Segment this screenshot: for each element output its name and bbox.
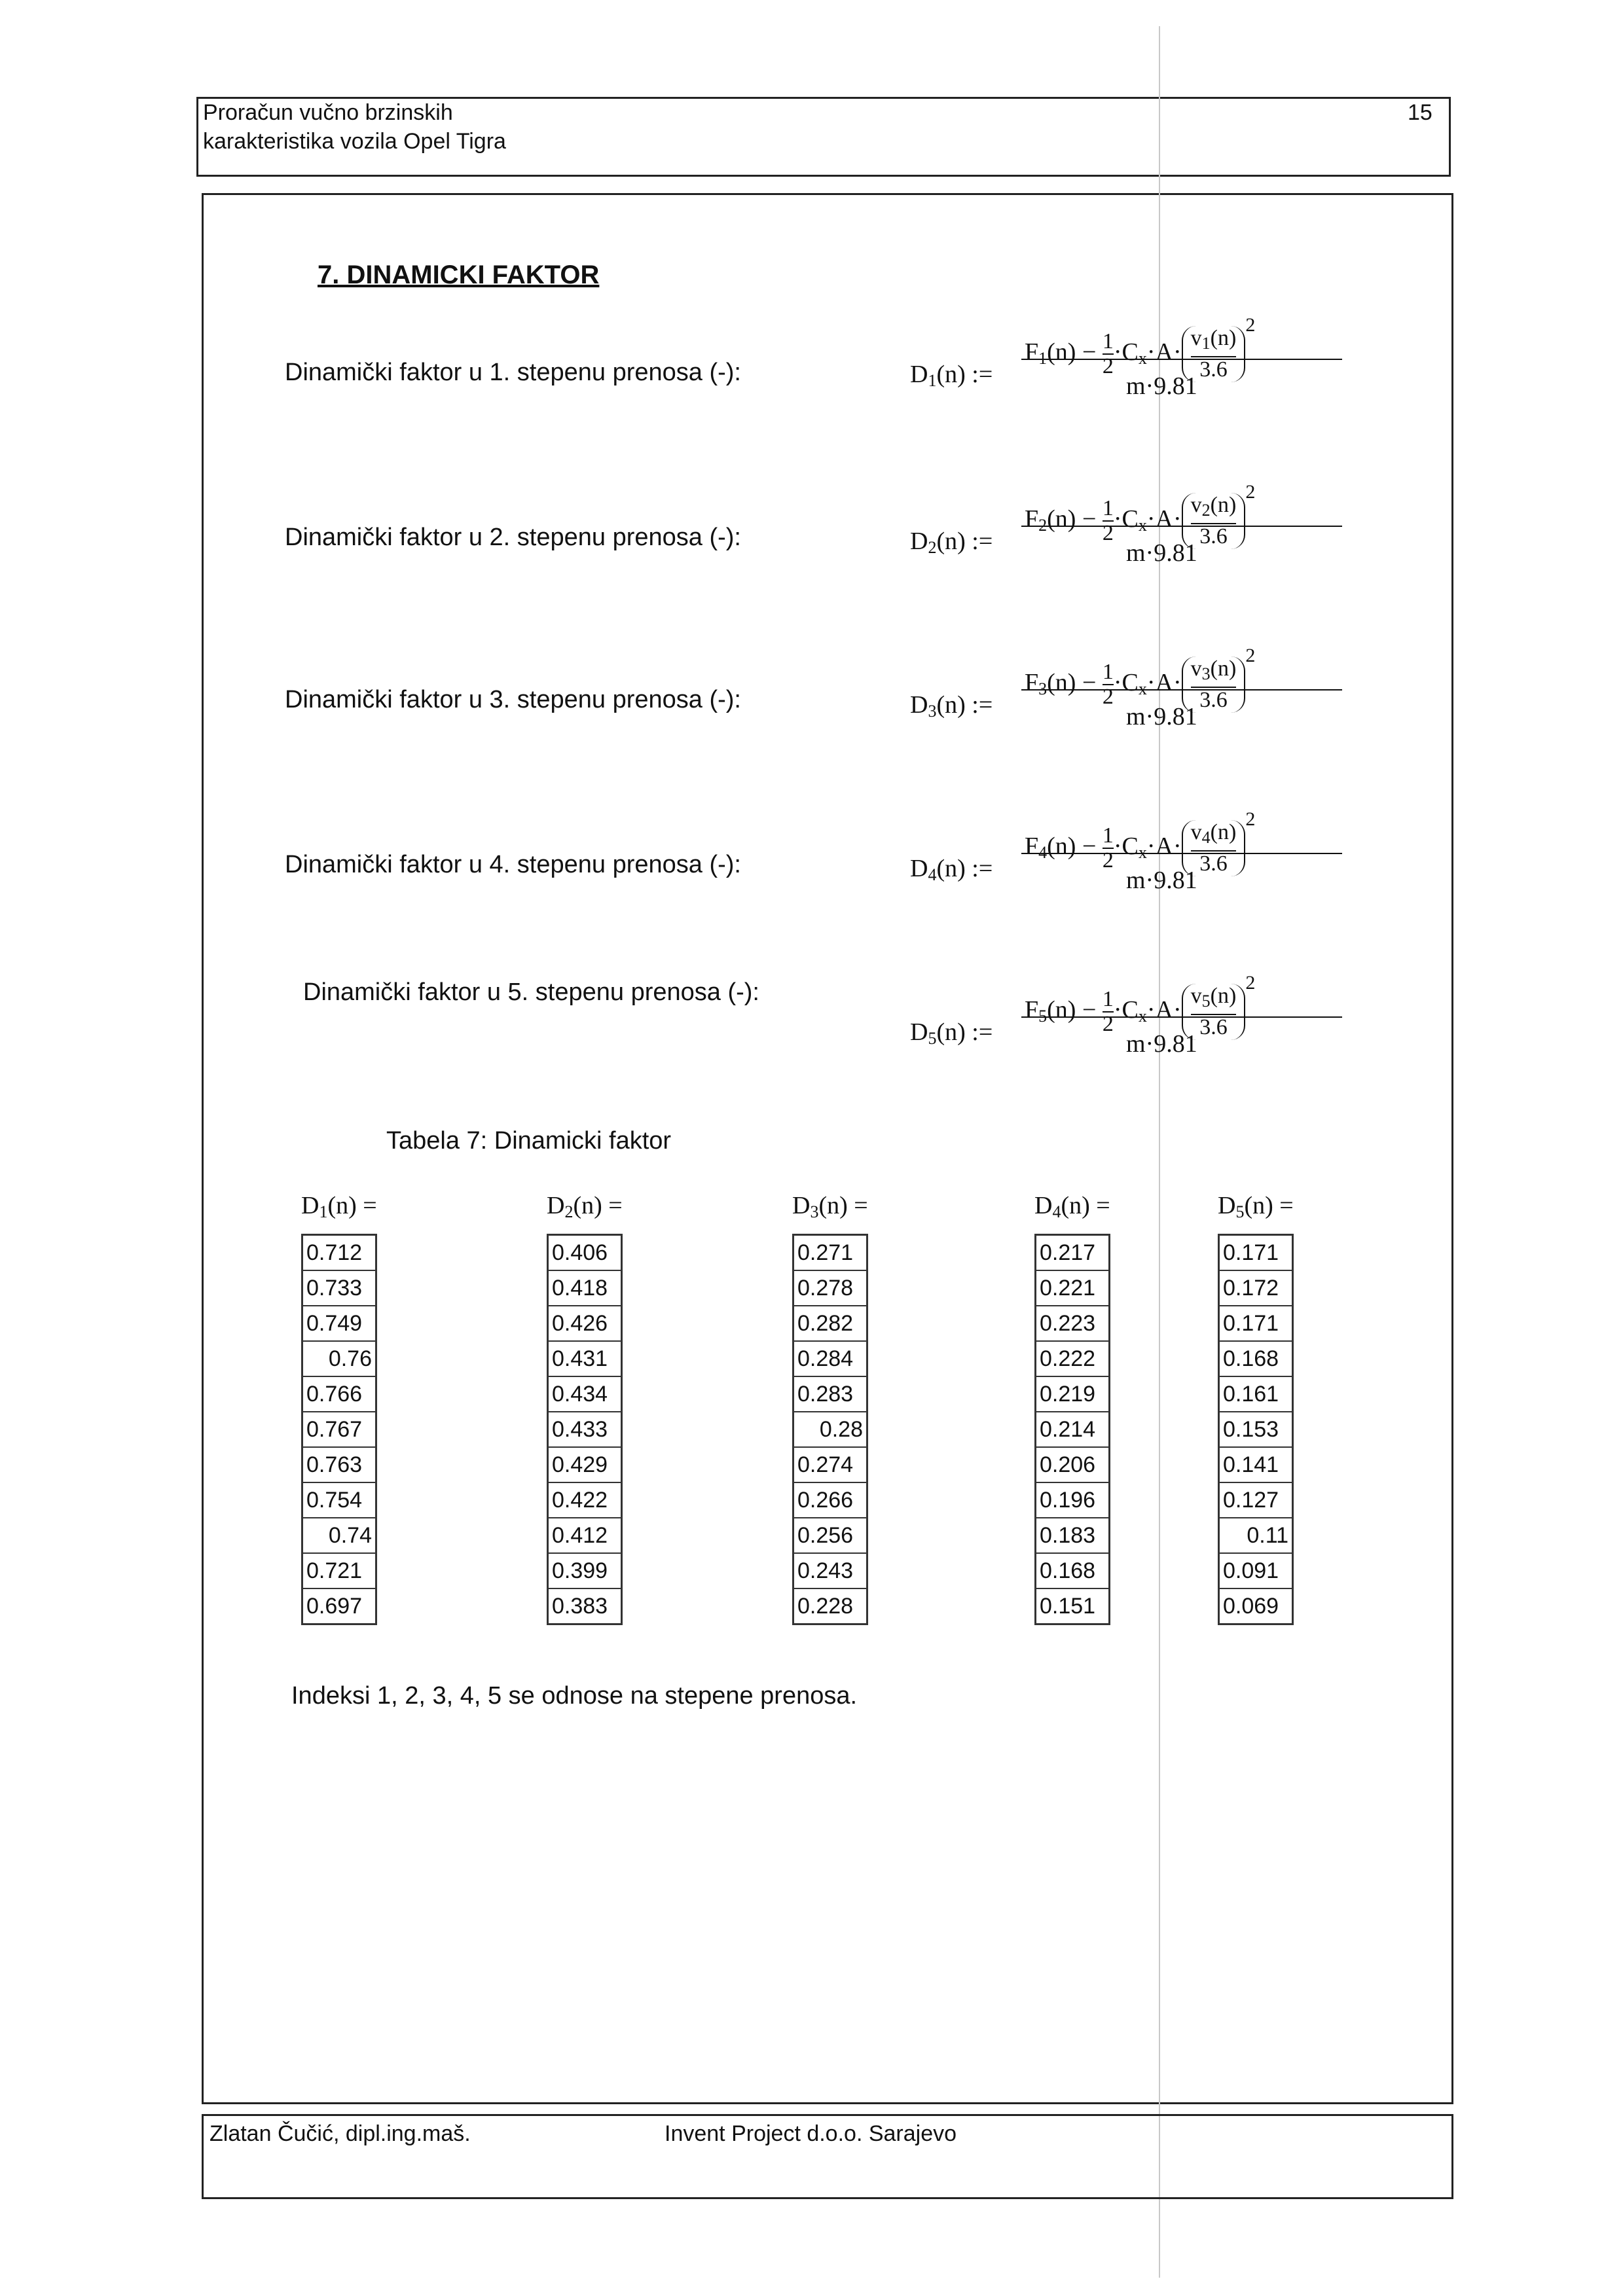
column-header	[1218, 1191, 1375, 1222]
exponent: 2	[1245, 808, 1256, 830]
lhs-arg: (n) :=	[936, 691, 993, 719]
column-header	[792, 1191, 949, 1222]
fraction-bar	[1021, 853, 1342, 854]
velocity-index: 1	[1201, 334, 1211, 353]
table-cell: 0.243	[794, 1554, 866, 1589]
velocity-symbol: v	[1190, 820, 1202, 845]
formula-denominator: m·9.81	[1126, 372, 1197, 400]
formula-d5	[910, 946, 1355, 1077]
table-cell: 0.153	[1220, 1412, 1292, 1448]
table-column-d2	[547, 1191, 704, 1625]
column-cells	[1218, 1234, 1294, 1625]
table-cell: 0.422	[549, 1483, 621, 1518]
table-column-d1	[301, 1191, 458, 1625]
area-symbol: ·A·	[1146, 505, 1182, 533]
lhs-index: 5	[928, 1029, 937, 1048]
velocity-divisor: 3.6	[1199, 1015, 1228, 1040]
column-header	[301, 1191, 458, 1222]
drag-coef-sub: x	[1138, 349, 1147, 368]
drag-coef: ·C	[1113, 669, 1139, 696]
column-index: 4	[1052, 1202, 1061, 1221]
drag-coef: ·C	[1113, 338, 1139, 366]
table-cell: 0.256	[794, 1518, 866, 1554]
column-header	[547, 1191, 704, 1222]
drag-coef-sub: x	[1138, 843, 1147, 862]
lhs-index: 2	[928, 538, 937, 557]
force-arg: (n) −	[1047, 505, 1103, 533]
table-cell: 0.141	[1220, 1448, 1292, 1483]
area-symbol: ·A·	[1146, 338, 1182, 366]
table-cell: 0.091	[1220, 1554, 1292, 1589]
column-index: 2	[564, 1202, 574, 1221]
lhs-arg: (n) :=	[936, 528, 993, 555]
table-cell: 0.721	[303, 1554, 375, 1589]
area-symbol: ·A·	[1146, 669, 1182, 696]
velocity-divisor: 3.6	[1199, 357, 1228, 382]
formula-denominator: m·9.81	[1126, 703, 1197, 730]
table-cell: 0.278	[794, 1271, 866, 1306]
exponent: 2	[1245, 645, 1256, 666]
table-cell: 0.763	[303, 1448, 375, 1483]
table-caption: Tabela 7: Dinamicki faktor	[386, 1127, 672, 1155]
formula-lhs	[910, 360, 993, 391]
force-arg: (n) −	[1047, 338, 1103, 366]
drag-coef: ·C	[1113, 833, 1139, 860]
table-cell: 0.749	[303, 1306, 375, 1342]
table-cell: 0.712	[303, 1236, 375, 1271]
table-cell: 0.127	[1220, 1483, 1292, 1518]
lhs-arg: (n) :=	[936, 1018, 993, 1046]
lhs-index: 4	[928, 865, 937, 884]
table-cell: 0.433	[549, 1412, 621, 1448]
half-fraction: $\frac{1}{2}$	[1102, 987, 1114, 1037]
column-cells	[1034, 1234, 1110, 1625]
formula-denominator: m·9.81	[1126, 539, 1197, 567]
lhs-index: 3	[928, 702, 937, 721]
formula-label-3: Dinamički faktor u 3. stepenu prenosa (-):	[285, 686, 741, 713]
table-cell: 0.418	[549, 1271, 621, 1306]
index-note: Indeksi 1, 2, 3, 4, 5 se odnose na stepene prenosa.	[291, 1682, 858, 1710]
header-title-line2: karakteristika vozila Opel Tigra	[203, 129, 506, 154]
table-cell: 0.219	[1036, 1377, 1108, 1412]
velocity-divisor: 3.6	[1199, 852, 1228, 876]
fraction-bar	[1021, 526, 1342, 527]
table-cell: 0.168	[1036, 1554, 1108, 1589]
formula-label-1: Dinamički faktor u 1. stepenu prenosa (-):	[285, 359, 741, 386]
velocity-index: 4	[1201, 828, 1211, 848]
velocity-divisor: 3.6	[1199, 524, 1228, 549]
table-cell: 0.283	[794, 1377, 866, 1412]
table-cell: 0.266	[794, 1483, 866, 1518]
drag-coef: ·C	[1113, 996, 1139, 1024]
force-index: 5	[1038, 1007, 1048, 1026]
table-cell: 0.221	[1036, 1271, 1108, 1306]
table-cell: 0.412	[549, 1518, 621, 1554]
table-cell: 0.434	[549, 1377, 621, 1412]
formula-lhs	[910, 1018, 993, 1049]
table-cell: 0.171	[1220, 1306, 1292, 1342]
table-cell: 0.171	[1220, 1236, 1292, 1271]
table-cell: 0.206	[1036, 1448, 1108, 1483]
velocity-paren: $\frac{v_1(n)}{3.6}$	[1182, 326, 1246, 382]
exponent: 2	[1245, 972, 1256, 994]
velocity-paren: $\frac{v_4(n)}{3.6}$	[1182, 820, 1246, 876]
table-cell: 0.228	[797, 1594, 854, 1619]
footer-author: Zlatan Čučić, dipl.ing.maš.	[210, 2121, 471, 2146]
drag-coef-sub: x	[1138, 679, 1147, 698]
velocity-paren: $\frac{v_3(n)}{3.6}$	[1182, 656, 1246, 713]
formula-label-4: Dinamički faktor u 4. stepenu prenosa (-):	[285, 851, 741, 878]
table-cell: 0.429	[549, 1448, 621, 1483]
formula-lhs	[910, 854, 993, 885]
column-index: 5	[1235, 1202, 1245, 1221]
table-cell: 0.069	[1223, 1594, 1279, 1619]
exponent: 2	[1245, 314, 1256, 336]
table-column-d3	[792, 1191, 949, 1625]
table-cell: 0.161	[1220, 1377, 1292, 1412]
velocity-symbol: v	[1190, 493, 1202, 518]
force-symbol: F	[1025, 833, 1039, 860]
column-suffix: (n) =	[818, 1192, 868, 1219]
area-symbol: ·A·	[1146, 833, 1182, 860]
table-cell: 0.76	[303, 1342, 375, 1377]
force-symbol: F	[1025, 505, 1039, 533]
table-cell: 0.172	[1220, 1271, 1292, 1306]
table-cell: 0.223	[1036, 1306, 1108, 1342]
velocity-paren: $\frac{v_5(n)}{3.6}$	[1182, 984, 1246, 1040]
table-cell: 0.28	[794, 1412, 866, 1448]
page-number: 15	[1408, 100, 1432, 125]
lhs-symbol: D	[910, 855, 928, 882]
header-title-line1: Proračun vučno brzinskih	[203, 100, 453, 125]
fraction-bar	[1021, 359, 1342, 360]
velocity-symbol: v	[1190, 656, 1202, 681]
table-cell: 0.399	[549, 1554, 621, 1589]
force-arg: (n) −	[1047, 669, 1103, 696]
fraction-bar	[1021, 689, 1342, 691]
table-cell: 0.183	[1036, 1518, 1108, 1554]
column-symbol: D	[547, 1192, 565, 1219]
force-arg: (n) −	[1047, 996, 1103, 1024]
force-symbol: F	[1025, 669, 1039, 696]
drag-coef: ·C	[1113, 505, 1139, 533]
column-index: 3	[810, 1202, 819, 1221]
table-cell: 0.214	[1036, 1412, 1108, 1448]
table-cell: 0.282	[794, 1306, 866, 1342]
fraction-bar	[1021, 1016, 1342, 1018]
force-index: 4	[1038, 843, 1048, 862]
formula-d3	[910, 619, 1355, 749]
formula-lhs	[910, 691, 993, 721]
velocity-symbol: v	[1190, 984, 1202, 1009]
formula-d4	[910, 782, 1355, 913]
velocity-index: 3	[1201, 664, 1211, 684]
lhs-symbol: D	[910, 528, 928, 555]
table-cell: 0.74	[303, 1518, 375, 1554]
table-column-d5	[1218, 1191, 1375, 1625]
table-cell: 0.217	[1036, 1236, 1108, 1271]
table-cell: 0.196	[1036, 1483, 1108, 1518]
formula-denominator: m·9.81	[1126, 867, 1197, 894]
column-cells	[547, 1234, 623, 1625]
column-suffix: (n) =	[573, 1192, 623, 1219]
drag-coef-sub: x	[1138, 1007, 1147, 1026]
table-cell: 0.168	[1220, 1342, 1292, 1377]
column-suffix: (n) =	[1061, 1192, 1110, 1219]
formula-d2	[910, 455, 1355, 586]
velocity-symbol: v	[1190, 326, 1202, 351]
table-cell: 0.11	[1220, 1518, 1292, 1554]
force-index: 2	[1038, 516, 1048, 535]
force-index: 1	[1038, 349, 1048, 368]
table-cell: 0.767	[303, 1412, 375, 1448]
formula-label-5: Dinamički faktor u 5. stepenu prenosa (-):	[303, 978, 759, 1006]
formula-d1	[910, 288, 1355, 419]
column-cells	[301, 1234, 377, 1625]
half-fraction: $\frac{1}{2}$	[1102, 496, 1114, 546]
column-index: 1	[319, 1202, 328, 1221]
table-cell: 0.274	[794, 1448, 866, 1483]
drag-coef-sub: x	[1138, 516, 1147, 535]
table-cell: 0.733	[303, 1271, 375, 1306]
table-cell: 0.406	[549, 1236, 621, 1271]
table-column-d4	[1034, 1191, 1192, 1625]
force-arg: (n) −	[1047, 833, 1103, 860]
lhs-index: 1	[928, 371, 937, 390]
lhs-arg: (n) :=	[936, 855, 993, 882]
table-cell: 0.426	[549, 1306, 621, 1342]
force-index: 3	[1038, 679, 1048, 698]
velocity-index: 5	[1201, 992, 1211, 1011]
column-symbol: D	[301, 1192, 319, 1219]
lhs-symbol: D	[910, 1018, 928, 1046]
formula-denominator: m·9.81	[1126, 1030, 1197, 1058]
force-symbol: F	[1025, 996, 1039, 1024]
table-cell: 0.151	[1040, 1594, 1096, 1619]
velocity-index: 2	[1201, 501, 1211, 520]
table-cell: 0.766	[303, 1377, 375, 1412]
table-cell: 0.284	[794, 1342, 866, 1377]
footer-company: Invent Project d.o.o. Sarajevo	[665, 2121, 957, 2146]
lhs-symbol: D	[910, 361, 928, 388]
table-cell: 0.697	[306, 1594, 363, 1619]
formula-lhs	[910, 527, 993, 558]
velocity-divisor: 3.6	[1199, 688, 1228, 713]
column-cells	[792, 1234, 868, 1625]
column-suffix: (n) =	[327, 1192, 377, 1219]
header-title	[203, 98, 506, 156]
column-symbol: D	[792, 1192, 811, 1219]
exponent: 2	[1245, 481, 1256, 503]
table-cell: 0.271	[794, 1236, 866, 1271]
section-title: 7. DINAMICKI FAKTOR	[318, 260, 600, 289]
column-header	[1034, 1191, 1192, 1222]
half-fraction: $\frac{1}{2}$	[1102, 329, 1114, 379]
column-symbol: D	[1034, 1192, 1053, 1219]
velocity-paren: $\frac{v_2(n)}{3.6}$	[1182, 493, 1246, 549]
column-symbol: D	[1218, 1192, 1236, 1219]
lhs-symbol: D	[910, 691, 928, 719]
lhs-arg: (n) :=	[936, 361, 993, 388]
half-fraction: $\frac{1}{2}$	[1102, 823, 1114, 873]
force-symbol: F	[1025, 338, 1039, 366]
table-cell: 0.754	[303, 1483, 375, 1518]
area-symbol: ·A·	[1146, 996, 1182, 1024]
table-cell: 0.431	[549, 1342, 621, 1377]
table-cell: 0.222	[1036, 1342, 1108, 1377]
table-cell: 0.383	[552, 1594, 608, 1619]
half-fraction: $\frac{1}{2}$	[1102, 660, 1114, 709]
column-suffix: (n) =	[1244, 1192, 1294, 1219]
formula-label-2: Dinamički faktor u 2. stepenu prenosa (-):	[285, 524, 741, 551]
